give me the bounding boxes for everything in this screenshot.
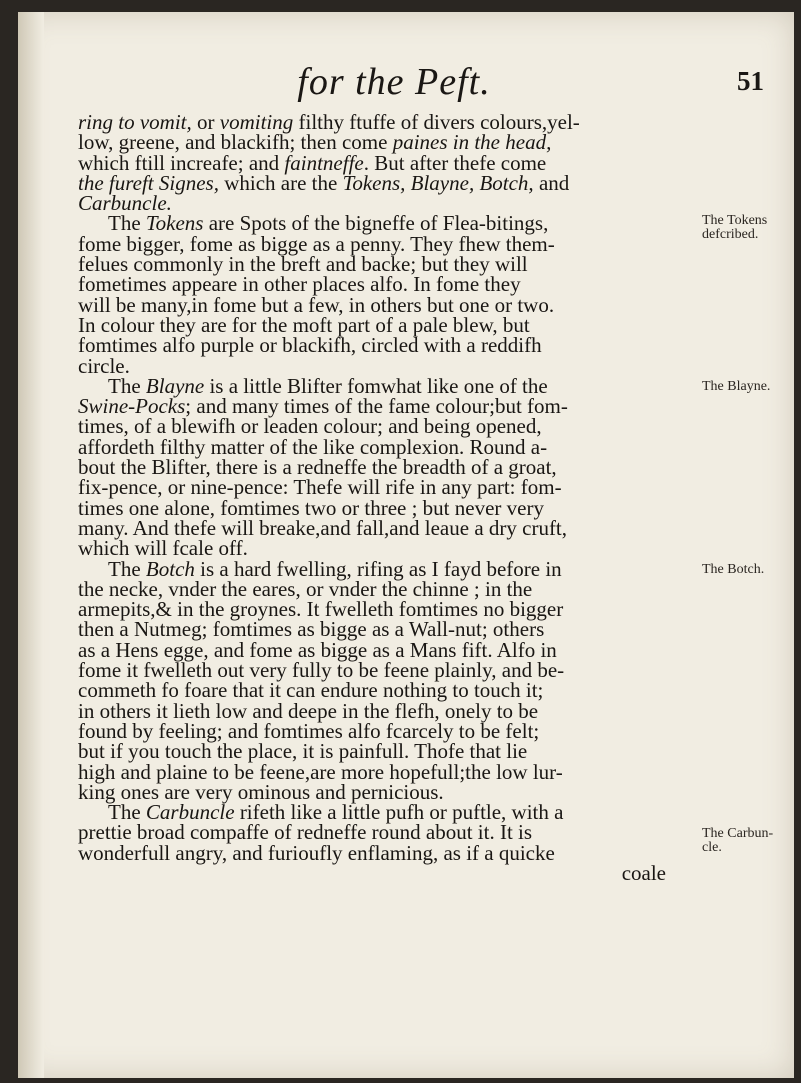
- text-line: [78, 414, 696, 439]
- text-line: [78, 678, 696, 703]
- text-run: The: [108, 211, 146, 236]
- text-run: the necke, vnder the eares, or vnder the chinne ; in the: [78, 576, 533, 601]
- italic-run: Carbuncle: [145, 800, 235, 825]
- text-line: [78, 739, 696, 764]
- italic-run: vomiting: [219, 110, 294, 134]
- italic-run: Botch: [145, 556, 195, 581]
- text-line: [78, 617, 696, 642]
- text-run: prettie broad compaffe of redneffe round about it. It is: [78, 820, 533, 845]
- text-line: [78, 718, 696, 743]
- text-run: fix-pence, or nine-pence: Thefe will rife in any part: fom-: [78, 475, 562, 500]
- text-run: or: [197, 110, 220, 134]
- paragraph: [78, 373, 696, 561]
- text-run: which will fcale off.: [78, 536, 248, 561]
- margin-note-line: The Tokens: [702, 213, 768, 228]
- margin-note-line: defcribed.: [702, 227, 759, 242]
- text-line: [78, 515, 696, 540]
- page-header: [18, 60, 794, 110]
- text-line: [78, 191, 696, 216]
- paragraph: [78, 556, 696, 804]
- margin-note: [702, 827, 792, 855]
- text-line: [78, 373, 696, 398]
- text-run: wonderfull angry, and furioufly enflaming, as if a quicke: [78, 840, 555, 865]
- text-run: fometimes appeare in other places alfo. In fome they: [78, 272, 521, 297]
- italic-run: paines in the head,: [392, 130, 552, 155]
- page-gutter-shadow: [18, 12, 44, 1078]
- margin-note-line: cle.: [702, 840, 722, 855]
- text-run: low, greene, and blackifh; then come: [78, 130, 393, 155]
- text-line: [78, 394, 696, 419]
- text-run: which are the: [218, 170, 343, 195]
- text-line: [78, 779, 696, 804]
- paragraph: [78, 211, 696, 378]
- text-line: [78, 576, 696, 601]
- text-run: high and plaine to be feene,are more hopefull;the low lur-: [78, 759, 563, 784]
- text-line: [78, 170, 696, 195]
- text-run: circle.: [78, 353, 130, 378]
- text-run: will be many,in fome but a few, in others but one or two.: [78, 292, 555, 317]
- italic-run: the fureft Signes,: [78, 170, 219, 195]
- italic-run: Tokens, Blayne, Botch,: [342, 170, 534, 195]
- text-line: [78, 536, 696, 561]
- text-line: [78, 658, 696, 683]
- text-line: [78, 840, 696, 865]
- text-run: affordeth filthy matter of the like complexion. Round a-: [78, 434, 548, 459]
- text-run: armepits,& in the groynes. It fwelleth fomtimes no bigger: [78, 597, 564, 622]
- text-line: [78, 820, 696, 845]
- text-run: are Spots of the bigneffe of Flea-bitings,: [203, 211, 549, 236]
- text-run: king ones are very ominous and pernicious.: [78, 779, 444, 804]
- text-line: [78, 292, 696, 317]
- margin-note: [702, 563, 792, 577]
- body-text: [78, 110, 696, 885]
- margin-note: [702, 214, 792, 242]
- italic-run: Carbuncle.: [78, 191, 172, 216]
- text-run: fomtimes alfo purple or blackifh, circled with a reddifh: [78, 333, 542, 358]
- italic-run: faintneffe: [284, 150, 364, 175]
- paragraph: [78, 110, 696, 216]
- text-run: filthy ftuffe of divers colours,yel-: [293, 110, 580, 134]
- text-run: fome bigger, fome as bigge as a penny. They fhew them-: [78, 231, 555, 256]
- text-run: is a little Blifter fomwhat like one of the: [204, 373, 548, 398]
- catchword: coale: [621, 860, 666, 885]
- text-run: and: [533, 170, 570, 195]
- text-line: [78, 252, 696, 277]
- text-run: found by feeling; and fomtimes alfo fcarcely to be felt;: [78, 718, 540, 743]
- text-run: is a hard fwelling, rifing as I fayd before in: [194, 556, 562, 581]
- text-line: [78, 112, 696, 132]
- text-run: rifeth like a little pufh or puftle, with a: [234, 800, 564, 825]
- text-run: which ftill increafe; and: [78, 150, 285, 175]
- text-line: [78, 312, 696, 337]
- text-line: [78, 475, 696, 500]
- margin-note-line: The Carbun-: [702, 826, 774, 841]
- margin-note: [702, 380, 792, 394]
- margin-note-line: The Blayne.: [702, 379, 771, 394]
- text-line: [78, 556, 696, 581]
- text-run: times one alone, fomtimes two or three ; but never very: [78, 495, 544, 520]
- text-run: in others it lieth low and deepe in the flefh, onely to be: [78, 698, 539, 723]
- text-run: In colour they are for the moft part of a pale blew, but: [78, 312, 530, 337]
- page-number: 51: [737, 66, 764, 96]
- italic-run: ring to vomit,: [78, 110, 197, 134]
- text-run: bout the Blifter, there is a redneffe the breadth of a groat,: [78, 455, 557, 480]
- text-line: [78, 211, 696, 236]
- margin-note-line: The Botch.: [702, 562, 765, 577]
- text-run: felues commonly in the breft and backe; but they will: [78, 252, 528, 277]
- text-line: [78, 495, 696, 520]
- text-line: [78, 434, 696, 459]
- text-line: [78, 272, 696, 297]
- text-run: but if you touch the place, it is painfull. Thofe that lie: [78, 739, 528, 764]
- text-run: times, of a blewifh or leaden colour; and being opened,: [78, 414, 542, 439]
- marginal-notes: [702, 12, 792, 1078]
- text-line: [78, 353, 696, 378]
- text-line: [78, 698, 696, 723]
- text-line: [78, 231, 696, 256]
- text-line: [78, 455, 696, 480]
- text-run: as a Hens egge, and fome as bigge as a Mans fift. Alfo in: [78, 637, 557, 662]
- text-line: [78, 759, 696, 784]
- text-run: . But after thefe come: [363, 150, 547, 175]
- book-page: [18, 12, 794, 1078]
- text-run: commeth fo foare that it can endure nothing to touch it;: [78, 678, 544, 703]
- text-run: The: [108, 556, 146, 581]
- italic-run: Blayne: [145, 373, 205, 398]
- text-run: many. And thefe will breake,and fall,and leaue a dry cruft,: [78, 515, 568, 540]
- text-run: The: [108, 373, 146, 398]
- italic-run: Tokens: [145, 211, 204, 236]
- text-run: then a Nutmeg; fomtimes as bigge as a Wall-nut; others: [78, 617, 545, 642]
- text-run: The: [108, 800, 146, 825]
- running-head: for the Peft.: [297, 61, 491, 103]
- text-line: [78, 800, 696, 825]
- text-run: fome it fwelleth out very fully to be feene plainly, and be-: [78, 658, 565, 683]
- paragraph: [78, 802, 696, 863]
- text-line: [78, 597, 696, 622]
- italic-run: Swine-Pocks: [78, 394, 186, 419]
- text-line: [78, 130, 696, 155]
- text-line: [78, 637, 696, 662]
- text-line: [78, 150, 696, 175]
- text-run: ; and many times of the fame colour;but fom-: [185, 394, 568, 419]
- text-line: [78, 333, 696, 358]
